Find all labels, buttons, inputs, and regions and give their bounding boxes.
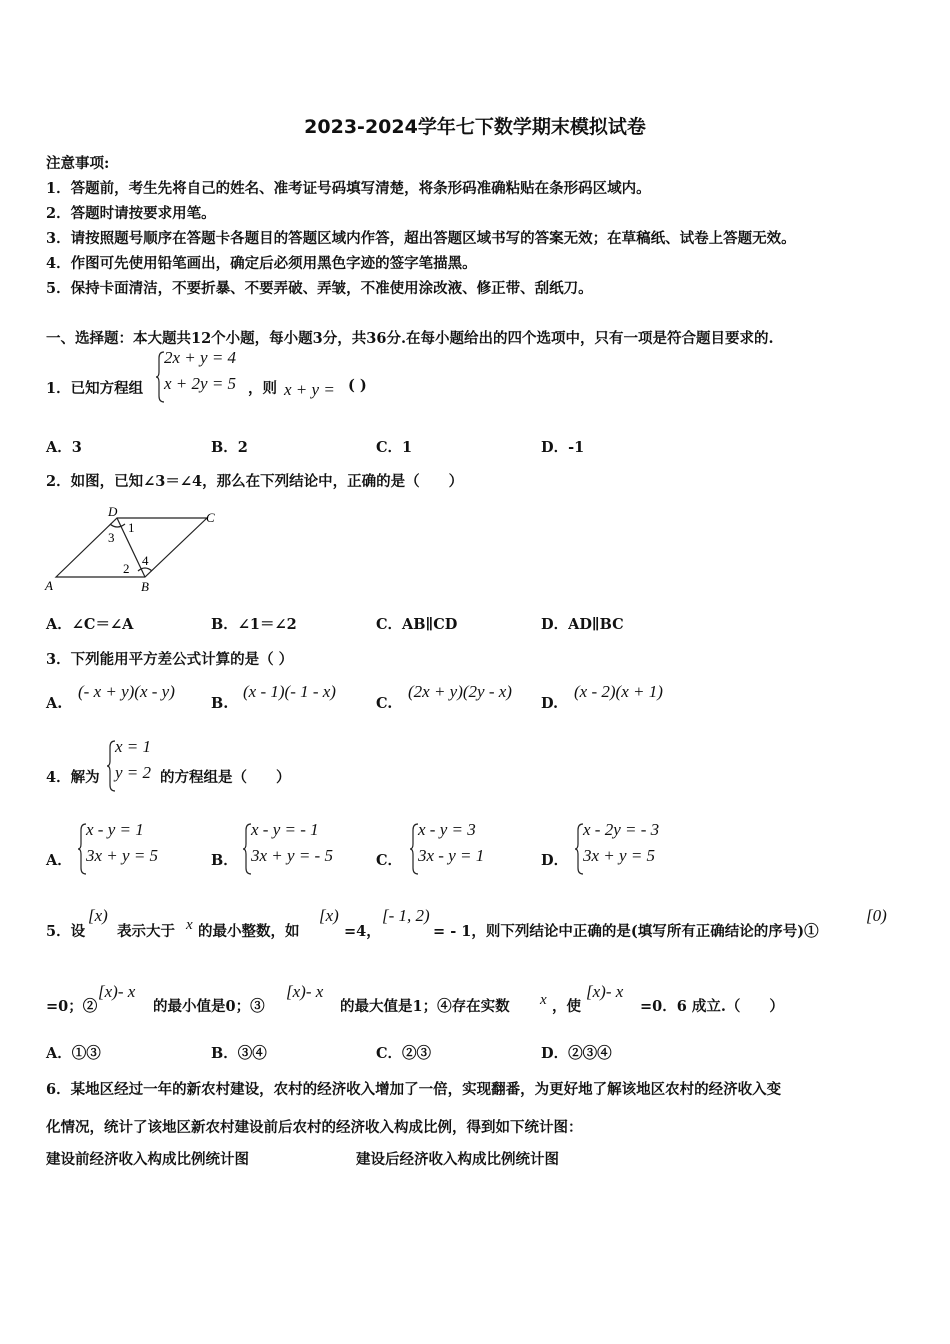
q3-label-b[interactable]: B. bbox=[211, 695, 229, 712]
q4-system-a[interactable] bbox=[78, 822, 188, 876]
q4-prefix: 4．解为 bbox=[46, 769, 100, 786]
q5-option-a[interactable]: A．①③ bbox=[46, 1045, 101, 1062]
figure-angle-2: 2 bbox=[123, 561, 130, 576]
q5-ceil-interval: [- 1, 2) bbox=[382, 906, 430, 925]
q4-suffix: 的方程组是（ ） bbox=[160, 769, 291, 786]
q3-label-c[interactable]: C. bbox=[376, 695, 393, 712]
q5-ceil-x: [x) bbox=[88, 906, 108, 925]
q1-option-d[interactable]: D．-1 bbox=[541, 439, 585, 456]
q4-b-eq1: x - y = - 1 bbox=[251, 820, 319, 839]
notice-heading: 注意事项: bbox=[46, 155, 110, 172]
q4-label-b[interactable]: B． bbox=[211, 852, 238, 869]
notice-item: 4．作图可先使用铅笔画出，确定后必须用黑色字迹的签字笔描黑。 bbox=[46, 255, 477, 272]
q6-chart-after-caption: 建设后经济收入构成比例统计图 bbox=[356, 1151, 559, 1168]
q4-a-eq1: x - y = 1 bbox=[86, 820, 144, 839]
page-title: 2023-2024学年七下数学期末模拟试卷 bbox=[304, 116, 646, 138]
q1-expr: x + y = bbox=[284, 380, 335, 399]
figure-label-c: C bbox=[206, 510, 215, 525]
q1-eq1: 2x + y = 4 bbox=[164, 348, 237, 367]
q5-text-1: 5．设 bbox=[46, 923, 86, 940]
q2-text: 2．如图，已知∠3＝∠4，那么在下列结论中，正确的是（ ） bbox=[46, 473, 464, 490]
q4-solution-system bbox=[107, 739, 167, 793]
q5-text-8: 的最大值是1；④存在实数 bbox=[340, 998, 510, 1015]
q5-option-b[interactable]: B．③④ bbox=[211, 1045, 267, 1062]
q3-expr-b: (x - 1)(- 1 - x) bbox=[243, 682, 336, 701]
q3-text: 3．下列能用平方差公式计算的是（ ） bbox=[46, 651, 294, 668]
q5-expr-3: [x)- x bbox=[286, 982, 324, 1001]
q4-label-c[interactable]: C． bbox=[376, 852, 403, 869]
notice-item: 1．答题前，考生先将自己的姓名、准考证号码填写清楚，将条形码准确粘贴在条形码区域内。 bbox=[46, 180, 651, 197]
figure-angle-1: 1 bbox=[128, 520, 135, 535]
q4-c-eq2: 3x - y = 1 bbox=[418, 846, 485, 865]
q5-text-7: 的最小值是0；③ bbox=[153, 998, 265, 1015]
q3-label-d[interactable]: D. bbox=[541, 695, 559, 712]
q5-option-c[interactable]: C．②③ bbox=[376, 1045, 432, 1062]
q5-expr-2: [x)- x bbox=[98, 982, 136, 1001]
q5-ceil-zero: [0) bbox=[866, 906, 887, 925]
q2-option-b[interactable]: B．∠1＝∠2 bbox=[211, 616, 297, 633]
q5-text-6: =0；② bbox=[46, 998, 98, 1015]
q1-suffix: ( ) bbox=[348, 377, 367, 394]
q4-sol-x: x = 1 bbox=[115, 737, 152, 756]
q5-text-2: 表示大于 bbox=[117, 923, 175, 940]
q1-option-b[interactable]: B．2 bbox=[211, 439, 248, 456]
q5-text-4: =4， bbox=[344, 923, 381, 940]
q6-chart-before-caption: 建设前经济收入构成比例统计图 bbox=[46, 1151, 249, 1168]
q5-text-3: 的最小整数，如 bbox=[198, 923, 300, 940]
q4-system-d[interactable] bbox=[575, 822, 695, 876]
figure-label-b: B bbox=[141, 579, 149, 594]
section-heading: 一、选择题：本大题共12个小题，每小题3分，共36分.在每小题给出的四个选项中，只有一项是符合题目要求的. bbox=[46, 330, 774, 347]
q4-b-eq2: 3x + y = - 5 bbox=[251, 846, 333, 865]
q1-eq2: x + 2y = 5 bbox=[164, 374, 237, 393]
q2-option-d[interactable]: D．AD∥BC bbox=[541, 616, 624, 633]
q5-var-x2: x bbox=[540, 992, 547, 1008]
notice-item: 2．答题时请按要求用笔。 bbox=[46, 205, 216, 222]
q2-option-a[interactable]: A．∠C＝∠A bbox=[46, 616, 134, 633]
q6-text-2: 化情况，统计了该地区新农村建设前后农村的经济收入构成比例，得到如下统计图： bbox=[46, 1119, 583, 1136]
q4-d-eq1: x - 2y = - 3 bbox=[583, 820, 660, 839]
q1-mid: ，则 bbox=[248, 380, 277, 397]
q3-expr-a: (- x + y)(x - y) bbox=[78, 682, 175, 701]
q1-prefix: 1．已知方程组 bbox=[46, 380, 144, 397]
q1-option-a[interactable]: A．3 bbox=[46, 439, 82, 456]
q6-text-1: 6．某地区经过一年的新农村建设，农村的经济收入增加了一倍，实现翻番，为更好地了解该地区农村的经济收入变 bbox=[46, 1081, 782, 1098]
notice-item: 3．请按照题号顺序在答题卡各题目的答题区域内作答，超出答题区域书写的答案无效；在草稿纸、试卷上答题无效。 bbox=[46, 230, 796, 247]
q5-ceil-x-example: [x) bbox=[319, 906, 339, 925]
figure-label-a: A bbox=[45, 578, 53, 593]
q4-a-eq2: 3x + y = 5 bbox=[86, 846, 159, 865]
figure-angle-4: 4 bbox=[142, 553, 149, 568]
q5-text-10: =0．6 成立.（ ） bbox=[640, 998, 784, 1015]
q1-option-c[interactable]: C．1 bbox=[376, 439, 413, 456]
q4-d-eq2: 3x + y = 5 bbox=[583, 846, 656, 865]
figure-label-d: D bbox=[108, 504, 118, 519]
q5-text-5: = - 1，则下列结论中正确的是(填写所有正确结论的序号)① bbox=[433, 923, 819, 940]
q4-label-d[interactable]: D． bbox=[541, 852, 569, 869]
notice-item: 5．保持卡面清洁，不要折暴、不要弄破、弄皱，不准使用涂改液、修正带、刮纸刀。 bbox=[46, 280, 593, 297]
q4-c-eq1: x - y = 3 bbox=[418, 820, 476, 839]
q4-system-b[interactable] bbox=[243, 822, 353, 876]
parallelogram-figure bbox=[44, 504, 224, 596]
q5-option-d[interactable]: D．②③④ bbox=[541, 1045, 612, 1062]
q5-expr-4: [x)- x bbox=[586, 982, 624, 1001]
q2-option-c[interactable]: C．AB∥CD bbox=[376, 616, 458, 633]
q5-text-9: ，使 bbox=[552, 998, 581, 1015]
q4-system-c[interactable] bbox=[410, 822, 520, 876]
q5-var-x: x bbox=[186, 917, 193, 933]
q4-label-a[interactable]: A． bbox=[46, 852, 72, 869]
figure-angle-3: 3 bbox=[108, 530, 115, 545]
q3-label-a[interactable]: A. bbox=[46, 695, 63, 712]
q3-expr-d: (x - 2)(x + 1) bbox=[574, 682, 663, 701]
q3-expr-c: (2x + y)(2y - x) bbox=[408, 682, 512, 701]
q4-sol-y: y = 2 bbox=[115, 763, 152, 782]
